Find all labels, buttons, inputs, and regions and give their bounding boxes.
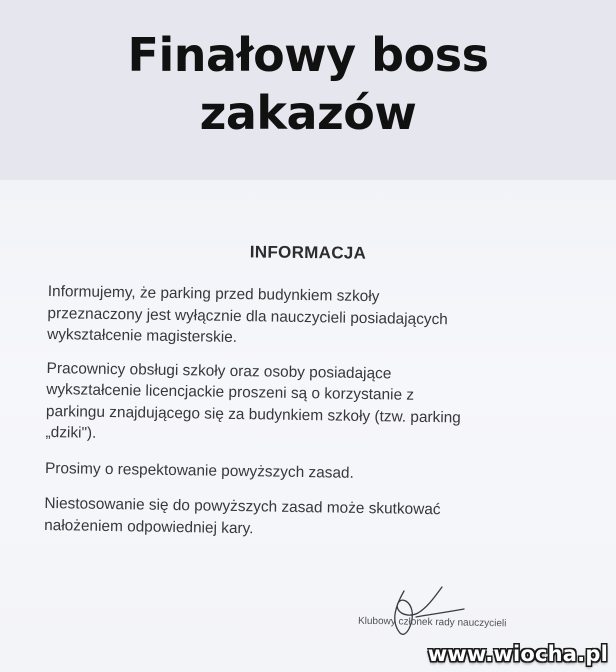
signature-area [356, 583, 556, 643]
notice-line: „dziki"). [45, 423, 97, 442]
notice-line: parkingu znajdującego się za budynkiem szkoły (tzw. parking [45, 402, 461, 427]
signature-scribble-icon [356, 583, 486, 643]
notice-body [44, 281, 568, 556]
notice-line: Prosimy o respektowanie powyższych zasad. [44, 459, 354, 482]
notice-line: nałożeniem odpowiedniej kary. [44, 516, 254, 537]
notice-line: Niestosowanie się do powyższych zasad może skutkować [44, 494, 441, 519]
meme-title-line-1: Finałowy boss [127, 28, 489, 82]
meme-header [0, 0, 616, 180]
signature-caption: Klubowy członek rady nauczycieli [357, 615, 507, 630]
watermark: www.wiocha.pl [427, 642, 608, 666]
meme-title [0, 26, 616, 142]
meme-title-line-2: zakazów [199, 86, 417, 140]
notice-line: wykształcenie licencjackie proszeni są o korzystanie z [46, 380, 415, 404]
notice-line: Informujemy, że parking przed budynkiem szkoły [47, 282, 380, 306]
notice-line: Pracownicy obsługi szkoły oraz osoby posiadające [46, 359, 392, 382]
notice-paragraph-1 [47, 281, 568, 354]
notice-paragraph-2 [45, 357, 566, 451]
notice-paragraph-3 [45, 457, 565, 487]
notice-paragraph-4 [44, 493, 565, 544]
notice-line: przeznaczony jest wyłącznie dla nauczycieli posiadających [47, 304, 448, 328]
notice-line: wykształcenie magisterskie. [47, 325, 238, 346]
notice-heading: INFORMACJA [249, 242, 367, 263]
